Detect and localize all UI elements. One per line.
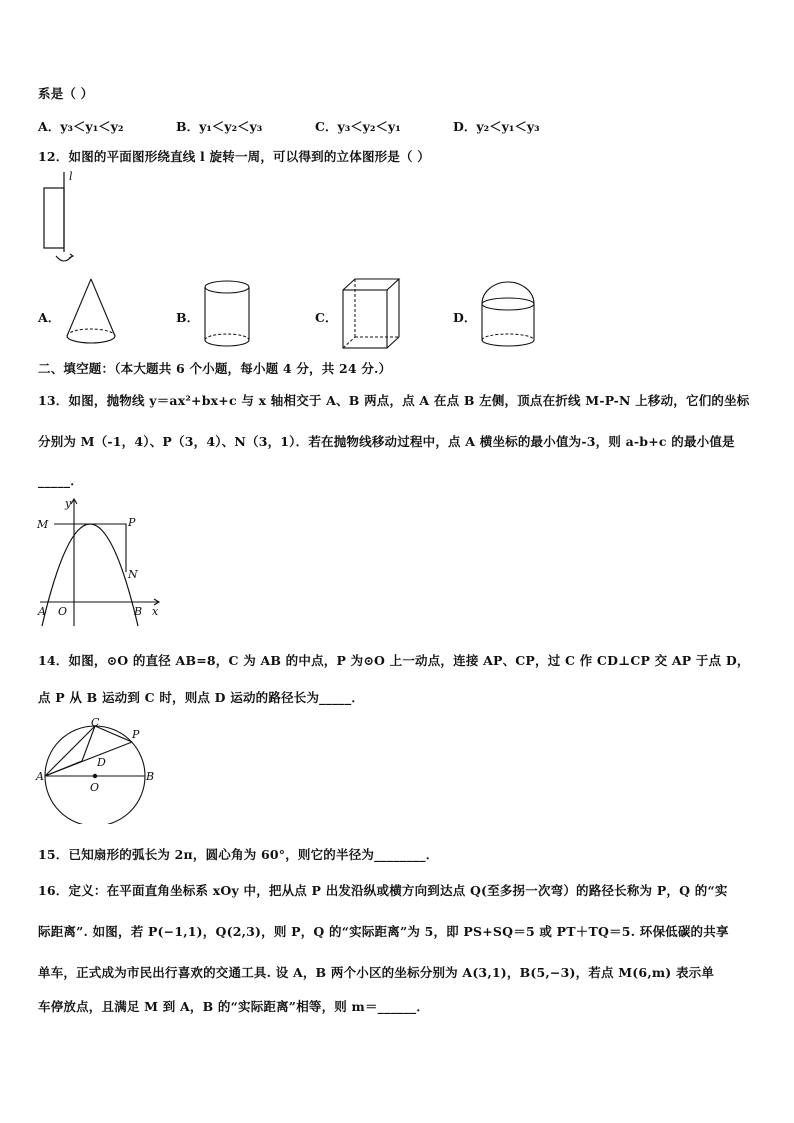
parabola [42, 524, 138, 626]
cylinder-with-dome-figure [476, 280, 540, 352]
q14-line-2: 点 P 从 B 运动到 C 时，则点 D 运动的路径长为_____． [38, 690, 365, 705]
q13-line-1: 13．如图，抛物线 y＝ax²+bx+c 与 x 轴相交于 A、B 两点，点 A 在点 B 左侧，顶点在折线 M-P-N 上移动，它们的坐标 [38, 393, 750, 408]
q13-line-3: _____． [38, 473, 83, 488]
broken-line-mpn [54, 524, 126, 572]
label-o: O [58, 605, 68, 618]
label-c: C [91, 716, 100, 729]
center-point [93, 774, 97, 778]
q14-circle-figure [34, 714, 160, 824]
q15-line-1: 15．已知扇形的弧长为 2π，圆心角为 60°，则它的半径为________． [38, 847, 439, 862]
q14-line-1: 14．如图，⊙O 的直径 AB=8，C 为 AB 的中点，P 为⊙O 上一动点，连接 AP、CP，过 C 作 CD⊥CP 交 AP 于点 D， [38, 653, 750, 668]
q12-rotation-figure [36, 168, 86, 272]
q16-line-1: 16．定义：在平面直角坐标系 xOy 中，把从点 P 出发沿纵或横方向到达点 Q(至多拐一次弯）的路径长称为 P，Q 的“实 [38, 883, 728, 898]
q12-stem: 12．如图的平面图形绕直线 l 旋转一周，可以得到的立体图形是（ ） [38, 149, 431, 164]
label-p: P [128, 516, 136, 529]
q12-option-d-label: D． [453, 310, 477, 325]
q12-option-a-label: A． [38, 310, 61, 325]
label-a: A [38, 605, 46, 618]
q11-option-b: B．y₁＜y₂＜y₃ [176, 119, 263, 134]
label-p: P [132, 728, 140, 741]
q16-line-4: 车停放点，且满足 M 到 A，B 的“实际距离”相等，则 m＝______． [38, 999, 430, 1014]
q13-line-2: 分别为 M（-1，4）、P（3，4）、N（3，1）．若在抛物线移动过程中，点 A 横坐标的最小值为-3，则 a-b+c 的最小值是 [38, 434, 735, 449]
q11-option-c: C．y₃＜y₂＜y₁ [315, 119, 401, 134]
q16-line-3: 单车，正式成为市民出行喜欢的交通工具. 设 A，B 两个小区的坐标分别为 A(3,1)，B(5,−3)，若点 M(6,m) 表示单 [38, 965, 715, 980]
label-m: M [37, 518, 49, 531]
label-b: B [134, 605, 143, 618]
label-d: D [97, 756, 106, 769]
q12-option-b-label: B． [176, 310, 200, 325]
cuboid-figure [339, 276, 405, 352]
label-n: N [128, 568, 138, 581]
q11-stem-tail: 系是（ ） [38, 86, 94, 101]
label-o: O [90, 781, 100, 794]
rectangle-shape [44, 188, 64, 248]
label-y: y [65, 497, 72, 510]
section-heading: 二、填空题：（本大题共 6 个小题，每小题 4 分，共 24 分.） [38, 361, 392, 376]
cone-figure [62, 276, 120, 348]
label-a: A [36, 770, 44, 783]
label-b: B [146, 770, 155, 783]
cylinder-figure [200, 278, 254, 352]
q12-option-c-label: C． [315, 310, 338, 325]
q13-parabola-figure [34, 494, 166, 630]
label-x: x [152, 605, 159, 618]
q11-option-a: A．y₃＜y₁＜y₂ [38, 119, 124, 134]
rotation-arrow-icon [56, 256, 72, 261]
q11-option-d: D．y₂＜y₁＜y₃ [453, 119, 540, 134]
q16-line-2: 际距离”. 如图，若 P(−1,1)，Q(2,3)，则 P，Q 的“实际距离”为 5，即 PS+SQ＝5 或 PT＋TQ＝5. 环保低碳的共享 [38, 924, 729, 939]
axis-label: l [69, 170, 73, 183]
